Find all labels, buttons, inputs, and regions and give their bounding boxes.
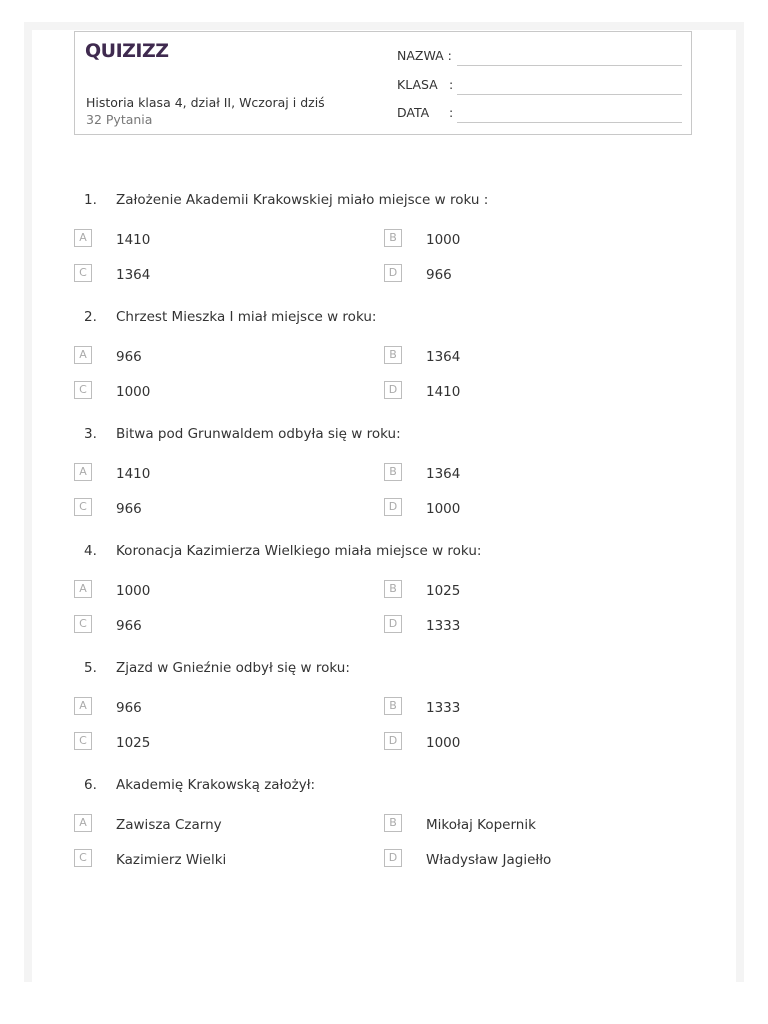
question-text: Bitwa pod Grunwaldem odbyła się w roku: — [116, 426, 401, 442]
option-letter-box[interactable]: B — [384, 346, 402, 364]
name-line — [457, 65, 682, 66]
option-letter-box[interactable]: C — [74, 264, 92, 282]
option-text: 966 — [116, 501, 142, 517]
option-text: 1025 — [426, 583, 461, 599]
option-text: 1333 — [426, 618, 461, 634]
question-text: Akademię Krakowską założył: — [116, 777, 316, 793]
question-count: 32 Pytania — [86, 112, 153, 127]
quizizz-logo: QUIZIZZ — [85, 40, 169, 62]
worksheet-header — [74, 31, 692, 135]
option-text: 1000 — [426, 501, 461, 517]
option-text: 1025 — [116, 735, 151, 751]
option-letter-box[interactable]: C — [74, 381, 92, 399]
option-letter-box[interactable]: D — [384, 381, 402, 399]
question-text: Koronacja Kazimierza Wielkiego miała miejsce w roku: — [116, 543, 482, 559]
option-text: 1410 — [116, 466, 151, 482]
option-text: Kazimierz Wielki — [116, 852, 227, 868]
option-letter-box[interactable]: D — [384, 732, 402, 750]
question-number: 1. — [84, 192, 97, 208]
option-letter-box[interactable]: B — [384, 814, 402, 832]
option-letter-box[interactable]: D — [384, 615, 402, 633]
option-text: 1000 — [426, 232, 461, 248]
date-label: DATA — [397, 105, 430, 120]
option-letter-box[interactable]: B — [384, 229, 402, 247]
option-text: 1000 — [116, 583, 151, 599]
class-label: KLASA — [397, 77, 438, 92]
option-letter-box[interactable]: D — [384, 264, 402, 282]
question-number: 5. — [84, 660, 97, 676]
date-line — [457, 122, 682, 123]
option-letter-box[interactable]: D — [384, 498, 402, 516]
name-field[interactable] — [397, 48, 682, 68]
option-letter-box[interactable]: B — [384, 463, 402, 481]
option-letter-box[interactable]: C — [74, 498, 92, 516]
question-number: 2. — [84, 309, 97, 325]
option-letter-box[interactable]: A — [74, 463, 92, 481]
option-text: 966 — [116, 700, 142, 716]
option-letter-box[interactable]: A — [74, 697, 92, 715]
option-text: 1364 — [426, 349, 461, 365]
option-letter-box[interactable]: A — [74, 346, 92, 364]
class-colon: : — [449, 77, 454, 92]
option-text: Zawisza Czarny — [116, 817, 222, 833]
option-letter-box[interactable]: C — [74, 849, 92, 867]
option-letter-box[interactable]: C — [74, 732, 92, 750]
option-text: 966 — [116, 349, 142, 365]
option-letter-box[interactable]: A — [74, 580, 92, 598]
option-text: 1333 — [426, 700, 461, 716]
class-line — [457, 94, 682, 95]
question-text: Chrzest Mieszka I miał miejsce w roku: — [116, 309, 377, 325]
option-letter-box[interactable]: C — [74, 615, 92, 633]
option-text: Władysław Jagiełło — [426, 852, 552, 868]
option-text: 966 — [426, 267, 452, 283]
worksheet-title: Historia klasa 4, dział II, Wczoraj i dziś — [86, 95, 325, 110]
question-number: 4. — [84, 543, 97, 559]
option-text: 1000 — [426, 735, 461, 751]
option-letter-box[interactable]: D — [384, 849, 402, 867]
option-text: 1000 — [116, 384, 151, 400]
option-text: 1364 — [426, 466, 461, 482]
option-letter-box[interactable]: A — [74, 229, 92, 247]
option-text: 966 — [116, 618, 142, 634]
option-letter-box[interactable]: B — [384, 580, 402, 598]
date-colon: : — [449, 105, 454, 120]
date-field[interactable] — [397, 105, 682, 125]
option-text: 1410 — [426, 384, 461, 400]
question-text: Założenie Akademii Krakowskiej miało miejsce w roku : — [116, 192, 489, 208]
option-text: 1364 — [116, 267, 151, 283]
option-letter-box[interactable]: A — [74, 814, 92, 832]
option-letter-box[interactable]: B — [384, 697, 402, 715]
class-field[interactable] — [397, 77, 682, 97]
option-text: 1410 — [116, 232, 151, 248]
name-label: NAZWA : — [397, 48, 452, 63]
question-number: 6. — [84, 777, 97, 793]
option-text: Mikołaj Kopernik — [426, 817, 536, 833]
question-number: 3. — [84, 426, 97, 442]
question-text: Zjazd w Gnieźnie odbył się w roku: — [116, 660, 350, 676]
